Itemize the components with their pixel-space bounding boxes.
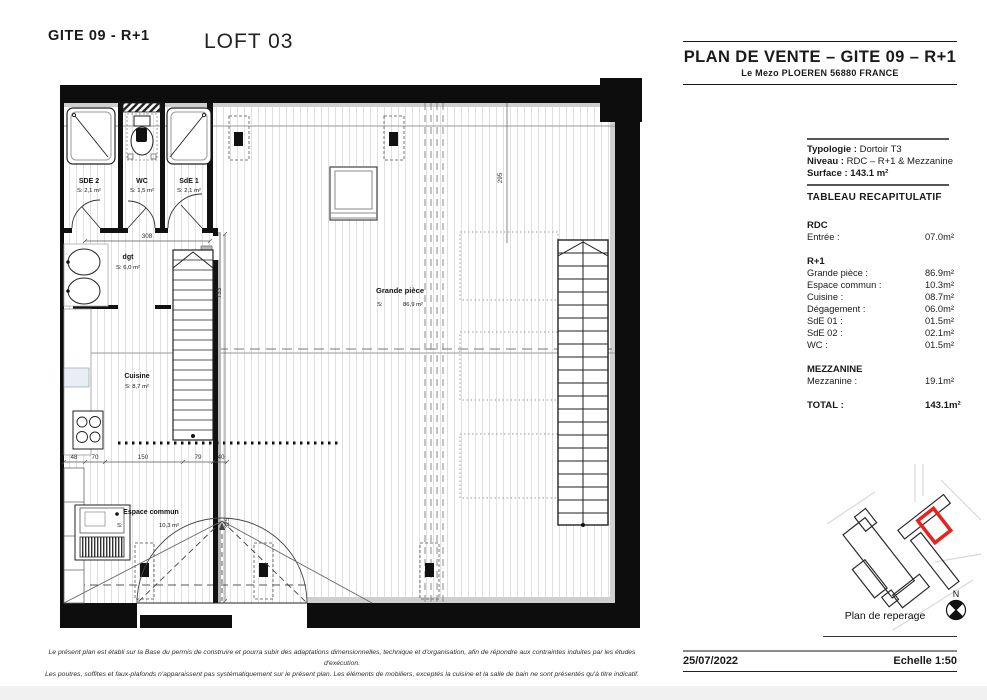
title-rule-top [683,41,957,42]
niveau-row: Niveau : RDC – R+1 & Mezzanine [807,156,954,167]
svg-text:S: 1,5 m²: S: 1,5 m² [130,188,154,194]
staircase-left [173,250,213,440]
section-rdc: RDC [807,220,828,231]
minimap-unit-highlight [918,508,951,542]
washbasins [64,244,108,306]
floor-plan [55,78,655,638]
title-rule-bottom [683,84,957,85]
table-row: Entrée : 07.0m² [807,232,954,242]
page-title: PLAN DE VENTE – GITE 09 – R+1 [683,48,957,66]
room-label-wc: WC [136,178,148,185]
room-label-cuisine: Cuisine [124,373,150,380]
room-label-dgt: dgt [122,254,134,261]
svg-text:S: 6,0 m²: S: 6,0 m² [116,265,140,271]
typologie-row: Typologie : Dortoir T3 [807,144,902,155]
table-row: Espace commun : 10.3m² [807,280,954,290]
table-row: Dégagement : 06.0m² [807,304,954,314]
dim-left-height: 733 [216,287,223,299]
disclaimer [35,647,649,680]
dim-kitchen-3: 150 [137,454,149,461]
svg-text:86,9 m²: 86,9 m² [403,302,423,308]
typology-rule-top [807,138,949,140]
location-minimap [823,462,983,637]
table-row: WC : 01.5m² [807,340,954,350]
svg-text:S: 2,1 m²: S: 2,1 m² [77,188,101,194]
shower-sde1 [167,108,211,164]
recap-table [807,220,961,420]
roof-window [330,167,377,220]
table-row: SdE 02 : 02.1m² [807,328,954,338]
loft-title: LOFT 03 [204,30,294,53]
dim-kitchen-4: 79 [194,454,202,461]
room-label-sde1: SdE 1 [179,178,199,185]
table-row: Cuisine : 08.7m² [807,292,954,302]
staircase-right [558,240,608,527]
minimap-label: Plan de reperage [844,610,926,622]
surface-row: Surface : 143.1 m² [807,168,889,179]
shower-sde2 [67,108,115,164]
table-row: Mezzanine : 19.1m² [807,376,954,386]
svg-text:S:: S: [377,302,383,308]
dim-kitchen-5: 40 [217,454,225,461]
minimap-rule [823,636,957,637]
room-label-sde2: SDE 2 [78,178,100,185]
room-label-espace-commun: Espace commun [123,509,179,516]
compass-icon [947,600,966,620]
table-row: Grande pièce : 86.9m² [807,268,954,278]
plan-scale: Echelle 1:50 [893,655,957,667]
disclaimer-line-2: Les poutres, soffites et faux-plafonds n'apparaissent pas systématiquement sur le présent plan. Les éléments de mobiliers, exceptés la cuisine et la salle de bain ne sont présentés qu'à titre indicatif. [45,671,639,678]
disclaimer-line-1: Le présent plan est établi sur la Base du permis de construire et pourra subir des adaptations dimensionnelles, technique et d'organisation, afin de répondre aux contraintes induites par les études d'exécution. [48,649,636,667]
section-r1: R+1 [807,256,825,267]
svg-text:10,3 m²: 10,3 m² [159,523,179,529]
dim-right-height: 295 [497,172,504,184]
svg-text:S: 2,1 m²: S: 2,1 m² [177,188,201,194]
dim-kitchen-1: 48 [70,454,78,461]
section-mezzanine: MEZZANINE [807,364,863,375]
svg-text:S:: S: [117,523,123,529]
dim-espace-height: 325 [224,517,231,529]
table-total-row: TOTAL : 143.1m² [807,400,961,411]
page-subtitle: Le Mezo PLOEREN 56880 FRANCE [741,68,899,78]
page-bottom-strip [0,686,987,700]
svg-text:S: 8,7 m²: S: 8,7 m² [125,384,149,390]
footer-rule-top [683,650,957,652]
recap-table-heading: TABLEAU RECAPITULATIF [807,192,942,203]
room-label-grande-piece: Grande pièce [375,286,425,295]
unit-title: GITE 09 - R+1 [48,28,150,44]
dim-dgt-width: 308 [141,233,153,240]
footer-rule-bottom [683,671,957,672]
typology-rule-bottom [807,184,949,186]
table-row: SdE 01 : 01.5m² [807,316,954,326]
plan-date: 25/07/2022 [683,655,739,667]
north-label: N [952,589,960,599]
dim-kitchen-2: 70 [91,454,99,461]
